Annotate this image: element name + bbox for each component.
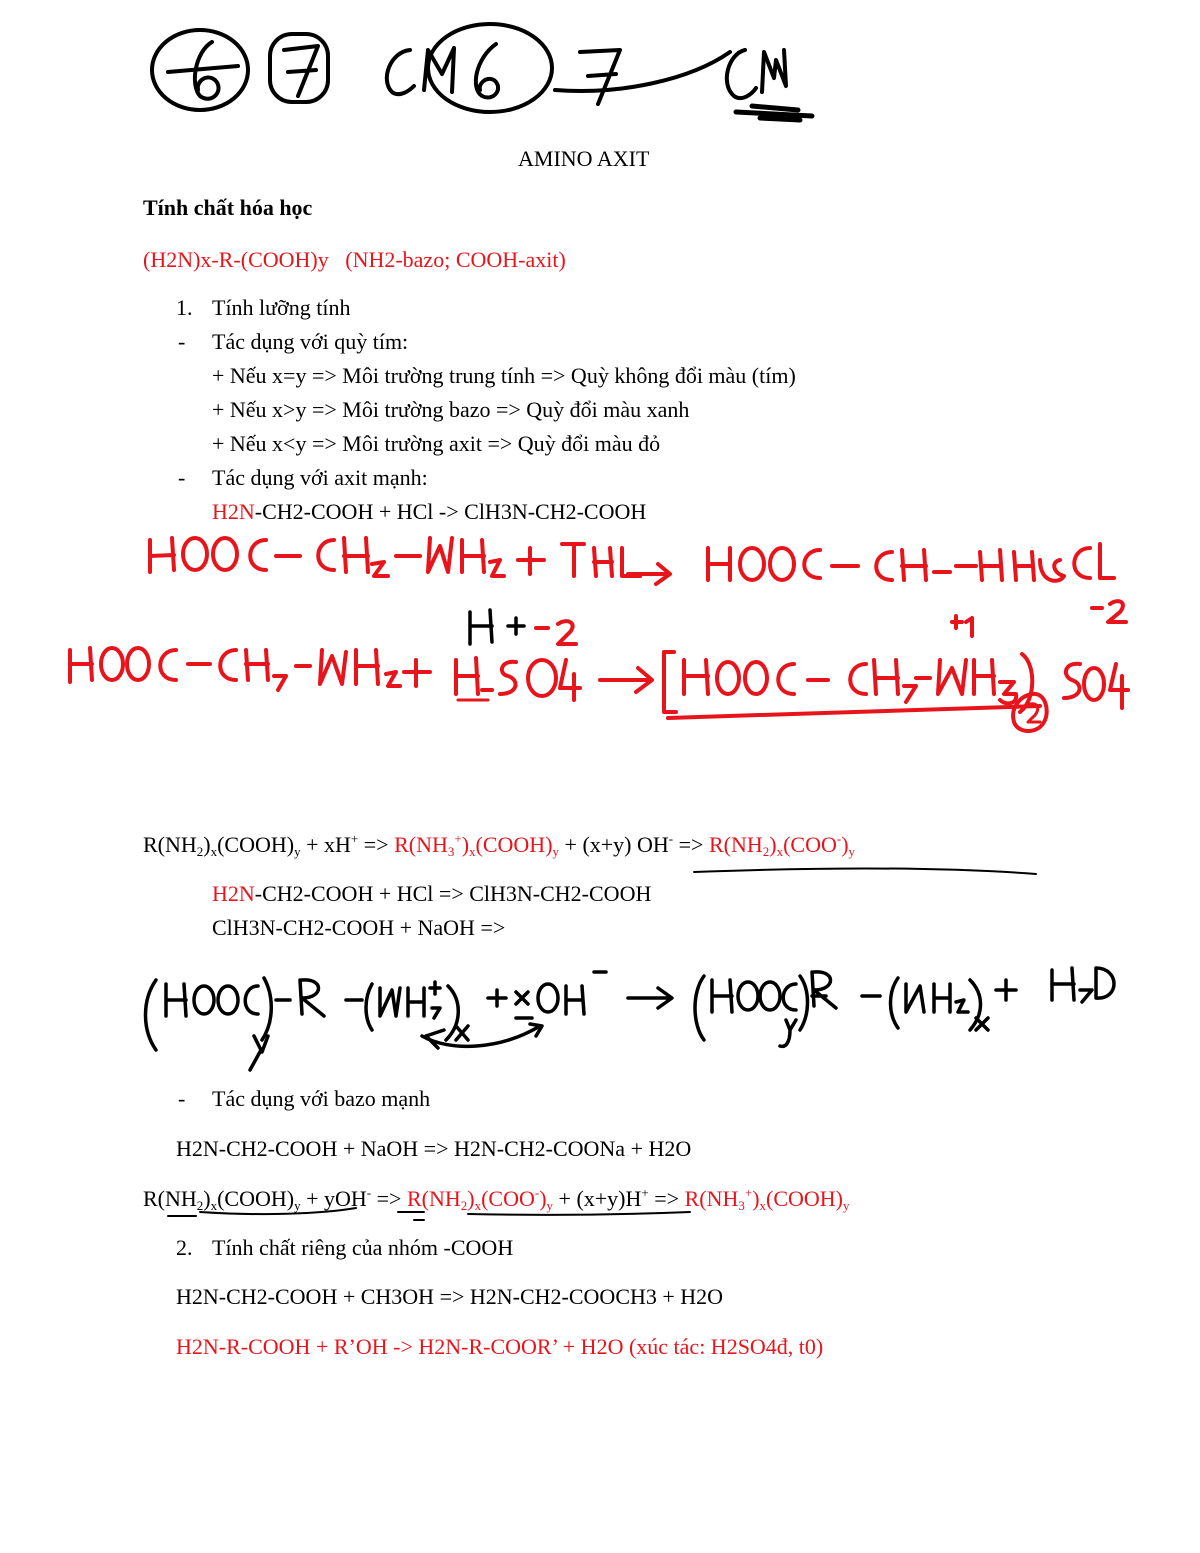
fb-text: + (x+y)H (553, 1186, 642, 1211)
fb-text: (COO (481, 1186, 535, 1211)
fa-text: + xH (300, 832, 351, 857)
fa-sup: - (836, 831, 842, 846)
acid-equation-2-amine: H2N (212, 881, 255, 906)
fb-text: + yOH (300, 1186, 367, 1211)
litmus-line-1: + Nếu x=y => Môi trường trung tính => Quỳ không đổi màu (tím) (212, 363, 796, 388)
fa-sub: y (552, 844, 560, 859)
handwritten-red-equation-2 (70, 601, 1128, 731)
fa-text: ) (203, 832, 211, 857)
formula-b (143, 1186, 850, 1212)
page-title: AMINO AXIT (518, 146, 650, 171)
ester-general-equation: H2N-R-COOH + R’OH -> H2N-R-COOR’ + H2O (xúc tác: H2SO4đ, t0) (176, 1334, 824, 1359)
fa-text: R(NH (143, 832, 197, 857)
base-equation: H2N-CH2-COOH + NaOH => H2N-CH2-COONa + H2O (176, 1136, 692, 1161)
litmus-title: Tác dụng với quỳ tím: (212, 329, 409, 354)
fa-red-product (394, 832, 559, 857)
fb-text: ) (752, 1186, 760, 1211)
handwritten-red-equation-1 (150, 538, 1114, 584)
acid-title: Tác dụng với axit mạnh: (212, 465, 428, 490)
fa-text: R(NH (394, 832, 448, 857)
fb-sup: + (744, 1185, 753, 1200)
fa-sub: y (294, 844, 301, 859)
fb-sub: x (759, 1198, 767, 1213)
acid-equation-amine: H2N (212, 499, 255, 524)
fa-text: (COOH) (475, 832, 553, 857)
base-title: Tác dụng với bazo mạnh (212, 1086, 431, 1111)
fb-text: ) (467, 1186, 475, 1211)
fa-sup: - (668, 831, 674, 846)
section-1-number: 1. (176, 295, 193, 320)
fb-sub: y (294, 1198, 301, 1213)
fb-text: (COOH) (766, 1186, 844, 1211)
fb-sub: 2 (196, 1198, 204, 1213)
section-1-title: Tính lưỡng tính (212, 295, 351, 320)
litmus-line-3: + Nếu x<y => Môi trường axit => Quỳ đổi màu đỏ (212, 431, 661, 456)
handwritten-black-equation (146, 968, 1115, 1070)
fb-red-final (685, 1186, 850, 1211)
fa-sub: x (469, 844, 476, 859)
general-formula: (H2N)x-R-(COOH)y (NH2-bazo; COOH-axit) (143, 247, 566, 272)
litmus-line-2: + Nếu x>y => Môi trường bazo => Quỳ đổi màu xanh (212, 397, 690, 422)
dash-bullet: - (178, 465, 186, 490)
fa-text: ) (769, 832, 777, 857)
fa-red-final (709, 832, 855, 857)
section-heading: Tính chất hóa học (143, 195, 313, 220)
fa-sub: x (210, 844, 218, 859)
fb-text: ) (539, 1186, 547, 1211)
fb-sub: x (210, 1198, 218, 1213)
fa-sub: 2 (762, 844, 770, 859)
section-2-title: Tính chất riêng của nhóm -COOH (212, 1235, 514, 1260)
fb-text: ) (203, 1186, 211, 1211)
fb-sub: y (843, 1198, 850, 1213)
fb-sub: 3 (738, 1198, 745, 1213)
fb-sup: + (641, 1185, 649, 1200)
handwritten-top-numbers (152, 24, 812, 120)
fa-sub: 3 (447, 844, 455, 859)
fb-sub: y (546, 1198, 554, 1213)
acid-equation (212, 499, 646, 525)
fa-text: => (358, 832, 395, 857)
dash-bullet: - (178, 1086, 186, 1111)
fb-sub: 2 (460, 1198, 468, 1213)
handwritten-h-plus (470, 610, 524, 644)
fa-sup: + (454, 831, 462, 846)
fa-sub: y (848, 844, 856, 859)
fa-text: R(NH (708, 832, 763, 857)
fb-text: R(NH (684, 1186, 739, 1211)
formula-a (143, 832, 855, 858)
fb-text: R(NH (406, 1186, 461, 1211)
acid-equation-2-rest: -CH2-COOH + HCl => ClH3N-CH2-COOH (254, 881, 652, 906)
fa-text: ) (841, 832, 849, 857)
acid-equation-2 (212, 881, 651, 907)
fb-text: => (648, 1186, 685, 1211)
fa-text: (COO (783, 832, 837, 857)
acid-equation-rest: -CH2-COOH + HCl -> ClH3N-CH2-COOH (254, 499, 647, 524)
fb-text: => (371, 1186, 407, 1211)
fb-sup: - (366, 1185, 372, 1200)
section-2-number: 2. (176, 1235, 193, 1260)
fa-text: ) (461, 832, 470, 857)
fb-sup: - (534, 1185, 540, 1200)
fb-text: (COOH) (217, 1186, 295, 1211)
fa-text: => (673, 832, 709, 857)
fb-sub: x (474, 1198, 482, 1213)
fb-red-product (407, 1186, 553, 1211)
acid-equation-3: ClH3N-CH2-COOH + NaOH => (212, 915, 506, 940)
fa-text: (COOH) (217, 832, 295, 857)
ester-equation: H2N-CH2-COOH + CH3OH => H2N-CH2-COOCH3 + H2O (176, 1284, 724, 1309)
formula-a-underline (694, 869, 1036, 875)
fa-sup: + (350, 831, 359, 846)
dash-bullet: - (178, 329, 186, 354)
fa-sub: x (776, 844, 784, 859)
fb-text: R(NH (143, 1186, 197, 1211)
fa-sub: 2 (196, 844, 204, 859)
fa-text: + (x+y) OH (559, 832, 669, 857)
